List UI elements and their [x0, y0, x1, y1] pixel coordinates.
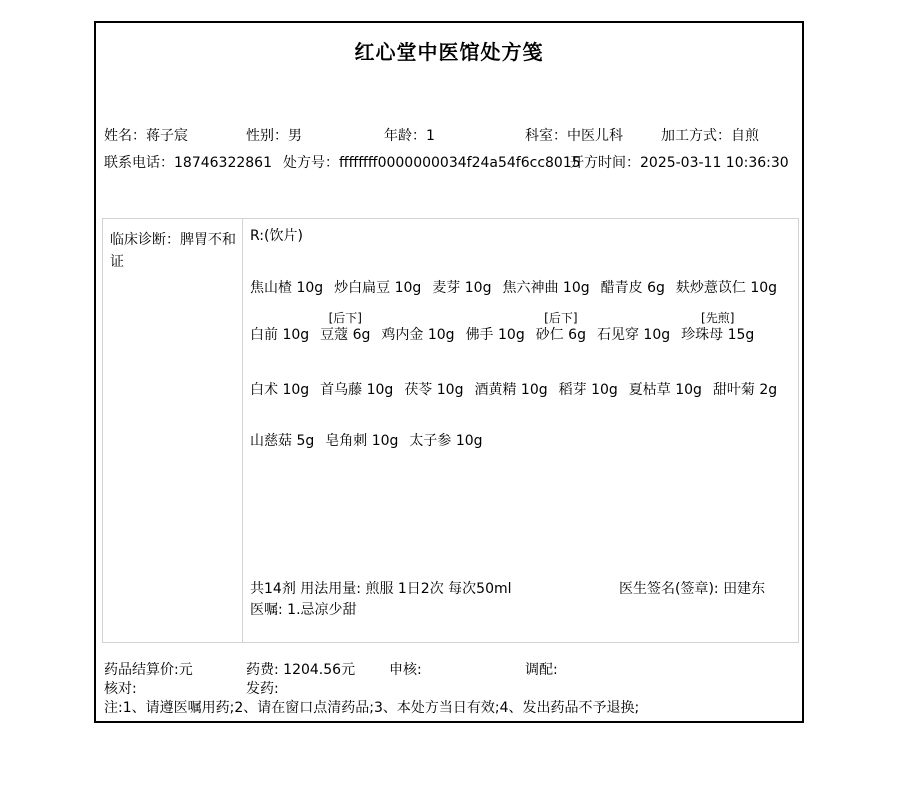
medicine-annotation: [后下] — [544, 311, 578, 325]
prescription-page — [94, 21, 804, 723]
patient-gender-field — [246, 125, 302, 145]
medicine-name-dose: 白前 10g — [250, 327, 310, 343]
medicine-item — [325, 434, 398, 449]
prescription-number-label: 处方号： — [283, 155, 339, 171]
fee-value: 1204.56元 — [283, 662, 356, 678]
patient-gender-label: 性别： — [246, 128, 288, 144]
dispense-label: 调配: — [525, 662, 558, 678]
review-label: 申核: — [389, 662, 422, 678]
prescription-number-value: ffffffff0000000034f24a54f6cc8015 — [339, 155, 581, 171]
issue-time-value: 2025-03-11 10:36:30 — [640, 155, 789, 171]
doctor-signature — [619, 579, 765, 600]
medicine-name-dose: 皂角刺 10g — [325, 433, 399, 449]
medicine-item — [320, 308, 370, 343]
medicine-row — [250, 379, 794, 398]
medicine-item — [559, 383, 618, 398]
medicine-annotation: [后下] — [328, 311, 362, 325]
settlement-price-field — [104, 659, 193, 679]
usage-block — [250, 579, 794, 621]
medicine-item — [320, 383, 393, 398]
medicine-item — [676, 281, 777, 296]
medicine-name-dose: 焦六神曲 10g — [502, 280, 590, 296]
medicine-name-dose: 麸炒薏苡仁 10g — [675, 280, 778, 296]
medicine-name-dose: 茯苓 10g — [404, 382, 464, 398]
medicine-item — [250, 308, 309, 343]
medicine-name-dose: 炒白扁豆 10g — [334, 280, 422, 296]
medicine-name-dose: 石见穿 10g — [596, 327, 671, 343]
medicine-name-dose: 佛手 10g — [465, 327, 525, 343]
medicine-name-dose: 麦芽 10g — [432, 280, 492, 296]
medicine-item — [474, 383, 547, 398]
fee-field — [246, 659, 355, 679]
check-label: 核对: — [104, 681, 137, 697]
department-label: 科室： — [525, 128, 567, 144]
processing-method-field — [661, 125, 759, 145]
patient-age-value: 1 — [426, 128, 435, 144]
patient-age-field — [384, 125, 435, 145]
fee-label: 药费: — [246, 662, 279, 678]
processing-method-value: 自煎 — [731, 128, 759, 144]
medicine-item — [250, 383, 309, 398]
footer-row-2 — [96, 678, 802, 696]
department-field — [525, 125, 623, 145]
medicine-item — [250, 281, 323, 296]
medicine-row — [250, 277, 794, 296]
medicine-name-dose: 白术 10g — [250, 382, 310, 398]
medicine-name-dose: 太子参 10g — [409, 433, 483, 449]
medicine-name-dose: 甜叶菊 2g — [712, 382, 778, 398]
medicine-item — [404, 383, 463, 398]
issue-time-label: 开方时间： — [570, 155, 640, 171]
advice-value: 1.忌凉少甜 — [287, 602, 357, 618]
settlement-price-label: 药品结算价: — [104, 662, 179, 678]
footer-note: 注:1、请遵医嘱用药;2、请在窗口点清药品;3、本处方当日有效;4、发出药品不予退换; — [104, 700, 640, 716]
medicine-item — [502, 281, 589, 296]
medicine-row — [250, 308, 794, 343]
usage-value: 煎服 1日2次 每次50ml — [365, 581, 512, 597]
prescription-table — [102, 218, 799, 643]
medicine-name-dose: 酒黄精 10g — [474, 382, 548, 398]
medicine-item — [601, 281, 665, 296]
check-field — [104, 678, 137, 698]
medicine-rows — [250, 277, 794, 449]
prescription-number-field — [283, 152, 581, 172]
medicine-row — [250, 430, 794, 449]
medicine-item — [597, 308, 670, 343]
issue-label: 发药: — [246, 681, 279, 697]
review-field — [389, 659, 422, 679]
patient-info-row-1 — [96, 125, 802, 142]
medicine-item — [432, 281, 491, 296]
footer-row-3 — [96, 697, 802, 715]
total-doses: 共14剂 — [250, 581, 296, 597]
patient-info-row-2 — [96, 152, 802, 169]
diagnosis-value: 脾胃不和证 — [110, 232, 236, 270]
medicine-name-dose: 豆蔻 6g — [320, 327, 371, 343]
phone-field — [104, 152, 272, 172]
medicine-name-dose: 焦山楂 10g — [250, 280, 324, 296]
medicines-cell — [243, 219, 798, 642]
usage-label: 用法用量: — [300, 581, 361, 597]
department-value: 中医儿科 — [567, 128, 623, 144]
medicine-name-dose: 砂仁 6g — [535, 327, 586, 343]
dispense-field — [525, 659, 558, 679]
medicine-item — [536, 308, 586, 343]
medicine-item — [466, 308, 525, 343]
phone-label: 联系电话： — [104, 155, 174, 171]
patient-name-field — [104, 125, 188, 145]
medicine-item — [381, 308, 454, 343]
diagnosis-label: 临床诊断： — [110, 232, 180, 248]
medicine-name-dose: 山慈菇 5g — [250, 433, 315, 449]
medicine-item — [409, 434, 482, 449]
patient-age-label: 年龄： — [384, 128, 426, 144]
medicine-item — [250, 434, 314, 449]
issue-time-field — [570, 152, 789, 172]
medicine-name-dose: 鸡内金 10g — [381, 327, 455, 343]
medicine-item — [713, 383, 777, 398]
medicine-name-dose: 首乌藤 10g — [320, 382, 394, 398]
medicine-name-dose: 稻芽 10g — [558, 382, 618, 398]
usage-line — [250, 579, 794, 600]
diagnosis-cell — [103, 219, 243, 642]
doctor-signature-name: 田建东 — [723, 581, 766, 597]
medicine-name-dose: 珍珠母 15g — [681, 327, 755, 343]
medicine-item — [334, 281, 421, 296]
medicine-annotation: [先煎] — [701, 311, 735, 325]
patient-name-value: 蒋子宸 — [146, 128, 188, 144]
advice-line — [250, 600, 794, 621]
medicine-item — [629, 383, 702, 398]
medicine-name-dose: 醋青皮 6g — [600, 280, 665, 296]
patient-name-label: 姓名： — [104, 128, 146, 144]
medicine-item — [681, 308, 754, 343]
phone-value: 18746322861 — [174, 155, 272, 171]
advice-label: 医嘱: — [250, 602, 283, 618]
doctor-signature-label: 医生签名(签章): — [619, 581, 719, 597]
settlement-price-value: 元 — [178, 662, 193, 678]
issue-field — [246, 678, 279, 698]
footer-row-1 — [96, 659, 802, 677]
rx-type-header: R:(饮片) — [250, 228, 303, 244]
page-title: 红心堂中医馆处方笺 — [354, 40, 544, 64]
medicine-name-dose: 夏枯草 10g — [628, 382, 702, 398]
patient-gender-value: 男 — [288, 128, 302, 144]
processing-method-label: 加工方式： — [661, 128, 731, 144]
